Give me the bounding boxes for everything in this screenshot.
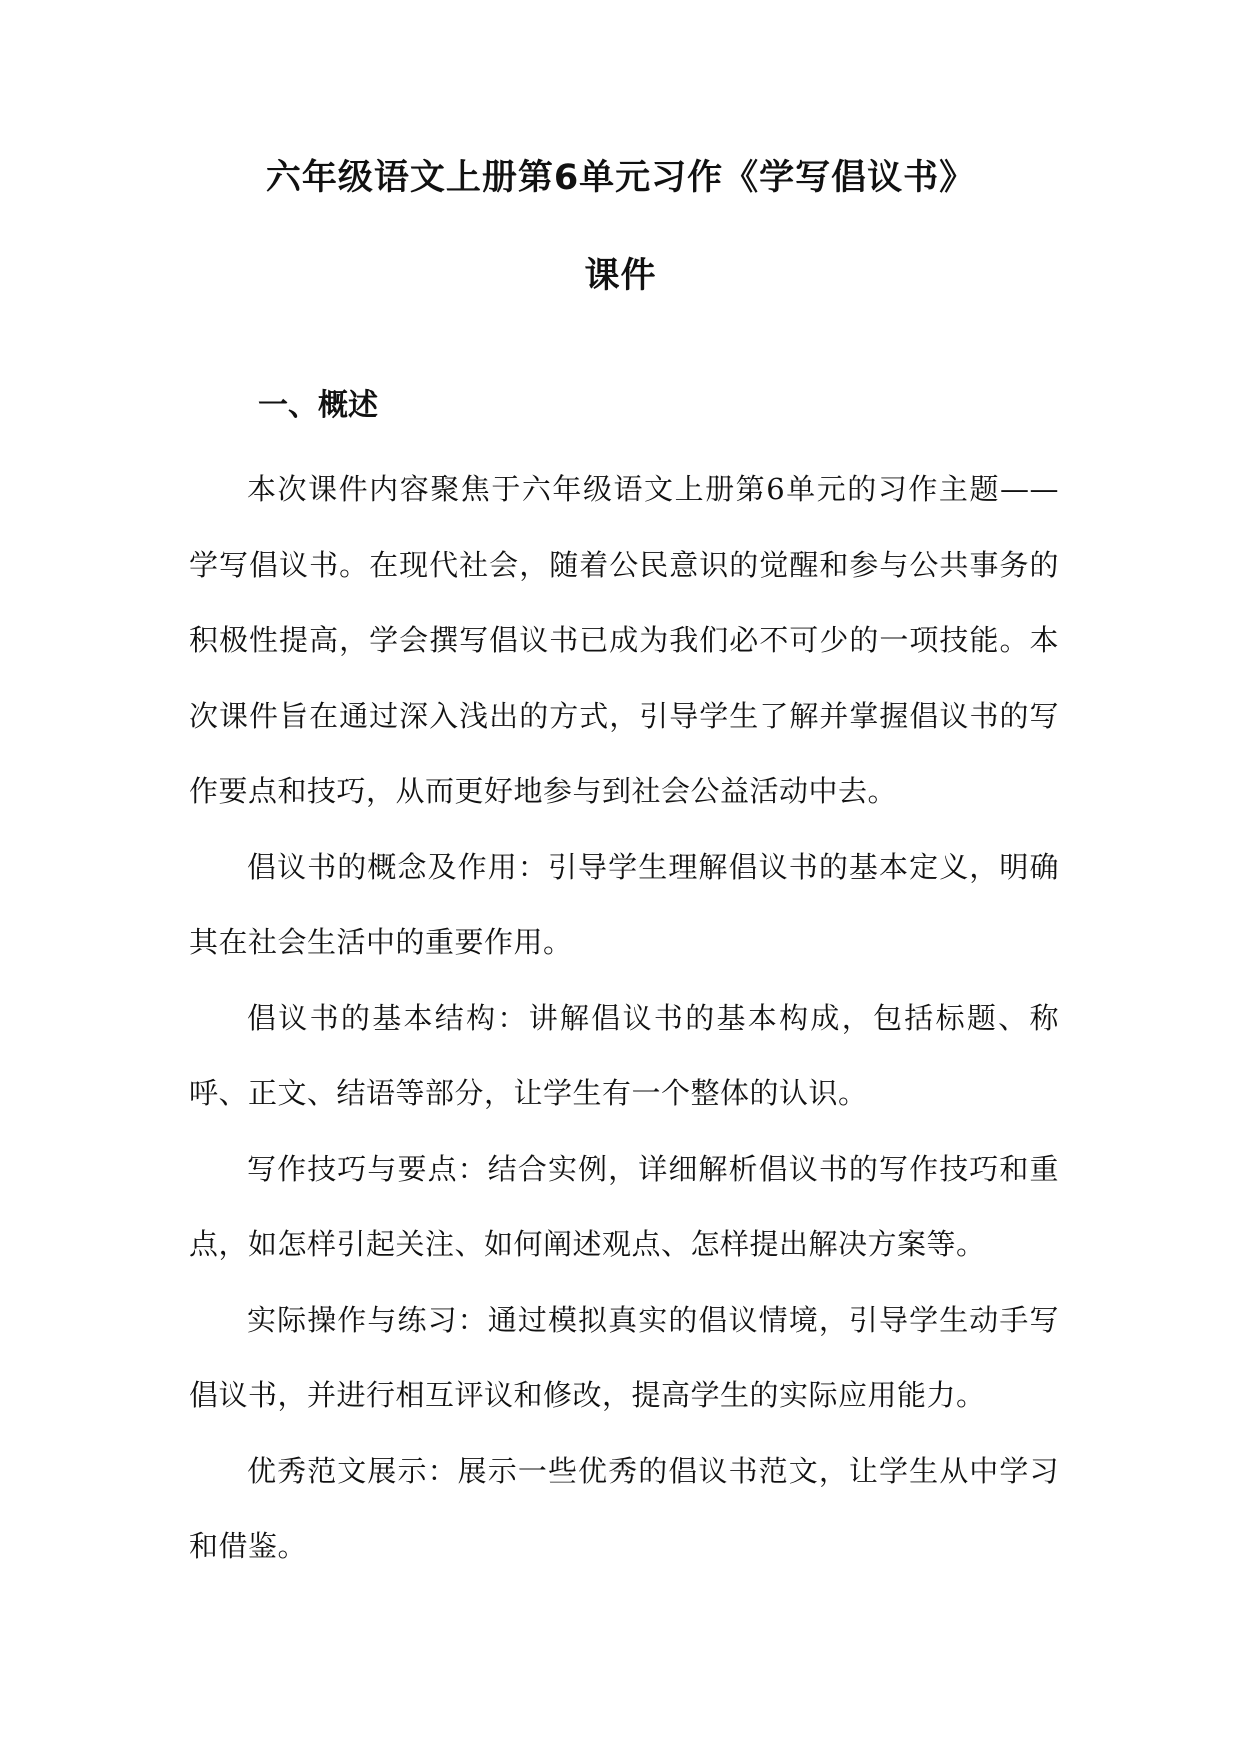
paragraph-intro: 本次课件内容聚焦于六年级语文上册第6单元的习作主题——学写倡议书。在现代社会，随着公民意识的觉醒和参与公共事务的积极性提高，学会撰写倡议书已成为我们必不可少的一项技能。本次课件旨在通过深入浅出的方式，引导学生了解并掌握倡议书的写作要点和技巧，从而更好地参与到社会公益活动中去。 [189, 472, 1059, 808]
paragraph-concept: 倡议书的概念及作用：引导学生理解倡议书的基本定义，明确其在社会生活中的重要作用。 [189, 849, 1059, 959]
document-title-continuation: 课件 [584, 256, 657, 296]
paragraph-practice: 实际操作与练习：通过模拟真实的倡议情境，引导学生动手写倡议书，并进行相互评议和修改，提高学生的实际应用能力。 [189, 1302, 1059, 1412]
paragraph-techniques: 写作技巧与要点：结合实例，详细解析倡议书的写作技巧和重点，如怎样引起关注、如何阐述观点、怎样提出解决方案等。 [189, 1151, 1059, 1261]
paragraph-structure: 倡议书的基本结构：讲解倡议书的基本构成，包括标题、称呼、正文、结语等部分，让学生有一个整体的认识。 [189, 1000, 1059, 1110]
section-heading-overview: 一、概述 [258, 388, 378, 423]
paragraph-examples: 优秀范文展示：展示一些优秀的倡议书范文，让学生从中学习和借鉴。 [189, 1453, 1059, 1563]
document-title: 六年级语文上册第6单元习作《学写倡议书》 [265, 158, 976, 198]
section-body [189, 452, 1059, 1585]
